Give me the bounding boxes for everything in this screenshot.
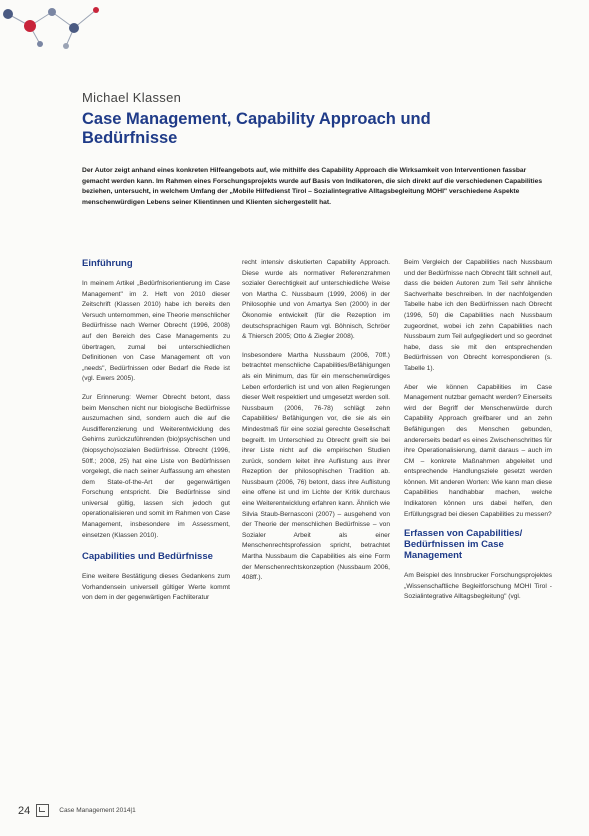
article-title: Case Management, Capability Approach und Bedürfnisse	[82, 110, 431, 147]
author-name: Michael Klassen	[82, 90, 182, 105]
paragraph: Am Beispiel des Innsbrucker Forschungsprojektes „Wissenschaftliche Begleitforschung MOHI Tirol - Sozialintegrative Alltagsbegleitung" (vgl.	[404, 572, 552, 601]
section-heading-capabilities: Capabilities und Bedürfnisse	[82, 551, 213, 563]
page-number: 24	[18, 804, 31, 817]
journal-logo-icon	[36, 804, 49, 817]
section-heading-erfassen: Erfassen von Capabilities/ Bedürfnissen im Case Management	[404, 528, 523, 562]
paragraph: Eine weitere Bestätigung dieses Gedankens zum Vorhandensein universell gültiger Werte kommt von dem in der gegenwärtigen Fachliteratur	[82, 573, 230, 602]
paragraph: Beim Vergleich der Capabilities nach Nussbaum und der Bedürfnisse nach Obrecht fällt schnell auf, dass die beiden Autoren zum Teil sehr ähnliche Sachverhalte beschreiben. In der nachfolgenden Tabelle habe ich den Bedürfnissen nach Obrecht (1996, 50) die Capabilities nach Nussbaum zugeordnet, wobei ich zehn Capabilities nach Nussbaum zum Teil aufgegliedert und so geordnet habe, dass sie mit den entsprechenden Bedürfnissen von Obrecht korrespondieren (s. Tabelle 1).	[404, 259, 552, 372]
molecule-graphic	[0, 0, 110, 50]
paragraph: Zur Erinnerung: Werner Obrecht betont, dass beim Menschen nicht nur biologische Bedürfnisse auszumachen sind, sondern auch die auf die Ausdifferenzierung und Weiterentwicklung des Gehirns zurückzuführenden (bio)psychischen und (biopsycho)sozialen Bedürfnisse. Obrecht (1996, 50ff.; 2008, 25) hat eine Liste von Bedürfnissen vorgelegt, die nach seiner Auffassung am ehesten dem State-of-the-Art der gegenwärtigen Forschung entspricht. Die Bedürfnisse sind universal gültig, lassen sich jedoch gut operationalisieren und somit im Rahmen von Case Management, insbesondere im Assessment, einsetzen (Klassen 2010).	[82, 393, 230, 539]
column-1	[82, 258, 230, 612]
paragraph: In meinem Artikel „Bedürfnisorientierung im Case Management" im 2. Heft von 2010 dieser Zeitschrift (Klassen 2010) habe ich bereits den Versuch unternommen, eine Theorie menschlicher Bedürfnisse nach Werner Obrecht (1996, 2008) auf den Bereich des Case Managements zu übertragen, zumal bei unterschiedlichen Definitionen von Case Management oft von „needs", Bedürfnissen oder Bedarf die Rede ist (vgl. Ewers 2005).	[82, 280, 230, 383]
abstract: Der Autor zeigt anhand eines konkreten Hilfeangebots auf, wie mithilfe des Capability Approach die Wirksamkeit von Interventionen fassbar gemacht werden kann. Im Rahmen eines Forschungsprojekts wurde auf Basis von Indikatoren, die sich direkt auf die verschiedenen Capabilities beziehen, untersucht, in welchem Umfang der „Mobile Hilfedienst Tirol – Sozialintegrative Alltagsbegleitung MOHI" verschiedene Aspekte menschenwürdigen Lebens seiner Klientinnen und Klienten sichergestellt hat.	[82, 167, 543, 206]
paragraph: recht intensiv diskutierten Capability Approach. Diese wurde als normativer Referenzrahmen sozialer Gerechtigkeit auf unterschiedliche Weise von Martha C. Nussbaum (1999, 2006) in der Philosophie und von Amartya Sen (2000) in der Ökonomie entwickelt (für die Rezeption im deutschsprachigen Raum vgl. Böhnisch, Schröer & Thiersch 2005; Otto & Ziegler 2008).	[242, 259, 390, 341]
column-3	[404, 258, 552, 611]
journal-reference: Case Management 2014|1	[59, 807, 136, 814]
column-2	[242, 258, 390, 592]
page-footer	[18, 804, 136, 817]
paragraph: Insbesondere Martha Nussbaum (2006, 70ff.) betrachtet menschliche Capabilities/Befähigungen als ein Minimum, das für ein menschenwürdiges Leben erforderlich ist und von allen Regierungen dieser Welt respektiert und umgesetzt werden soll. Nussbaum (2006, 76-78) schlägt zehn Capabilities/ Befähigungen vor, die sie als ein Mindestmaß für eine sozial gerechte Gesellschaft begreift. Im Unterschied zu Obrecht greift sie bei ihrer Liste nicht auf die empirischen Studien zurück, sondern leitet ihre Auflistung aus ihrer Rezeption der philosophischen Tradition ab. Nussbaum (2006, 76) betont, dass ihre Auflistung eine offene ist und im Lichte der Kritik durchaus eine Weiterentwicklung erfahren kann. Ähnlich wie Silvia Staub-Bernasconi (2007) – ausgehend von der Theorie der menschlichen Bedürfnisse – von Sozialer Arbeit als einer Menschenrechtsprofession spricht, betrachtet Martha Nussbaum die Capabilities als eine Form der Menschenrechtskonzeption (Nussbaum 2006, 408ff.).	[242, 351, 390, 582]
section-heading-einfuehrung: Einführung	[82, 258, 133, 269]
paragraph: Aber wie können Capabilities im Case Management nutzbar gemacht werden? Einerseits wird der Begriff der Menschenwürde durch Capability Approach greifbarer und an zehn Befähigungen des Menschen gebunden, andererseits bedarf es eines Zwischenschrittes für ihre Operationalisierung, damit daraus – auch im CM – konkrete Maßnahmen abgeleitet und entsprechende Handlungsziele gesetzt werden können. Mit anderen Worten: Wie kann man diese Capabilities handhabbar machen, welche Indikatoren können uns dabei helfen, den Erfüllungsgrad bei diesen Capabilities zu messen?	[404, 383, 552, 518]
